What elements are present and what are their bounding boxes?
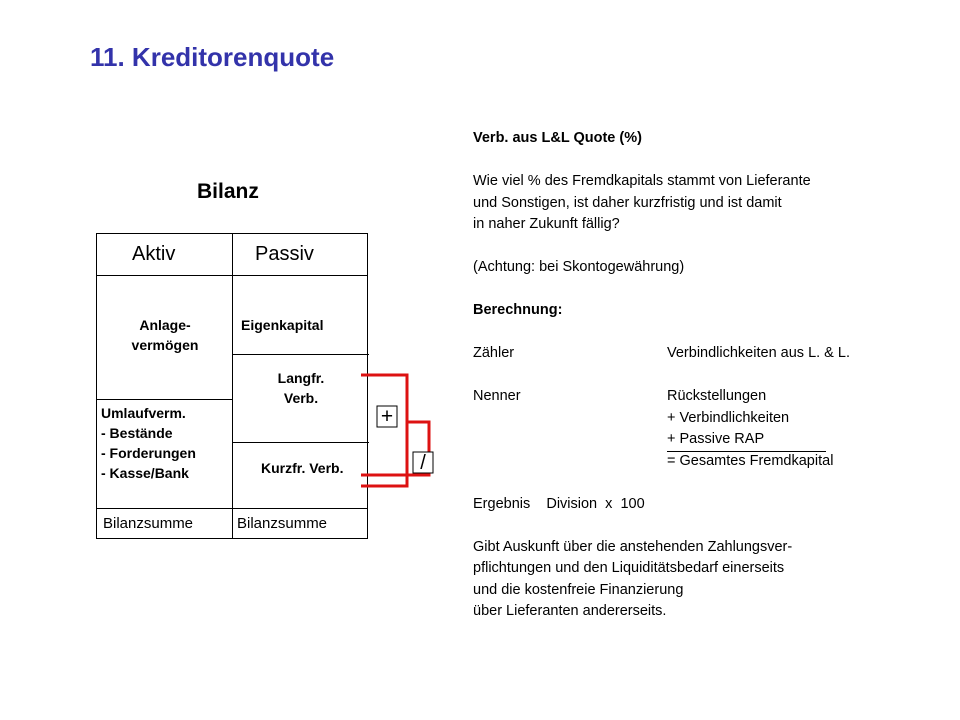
nenner-line-3: + Passive RAP [667,429,826,452]
umlauf-line-3: - Forderungen [101,445,196,461]
nenner-row [473,386,943,408]
umlauf-line-4: - Kasse/Bank [101,465,189,481]
nenner-line-1: Rückstellungen [667,388,767,404]
desc-line-2: und Sonstigen, ist daher kurzfristig und ist damit [473,194,782,211]
kreditorenquote-description [473,128,943,623]
nenner-line-2: + Verbindlichkeiten [667,409,790,426]
eigenkapital-label: Eigenkapital [241,317,324,333]
anlage-line-1: Anlage- [139,317,191,333]
langfr-line-2: Verb. [283,390,319,406]
auskunft-line-3: und die kostenfreie Finanzierung [473,581,684,598]
plus-symbol: + [380,405,394,428]
bilanzsumme-right: Bilanzsumme [237,515,328,532]
zaehler-value: Verbindlichkeiten aus L. & L. [667,345,850,361]
auskunft-line-1: Gibt Auskunft über die anstehenden Zahlungsver- [473,538,793,555]
aktiv-label: Aktiv [132,243,176,265]
passiv-label: Passiv [255,243,314,265]
auskunft-line-2: pflichtungen und den Liquiditätsbedarf einerseits [473,560,785,576]
bilanzsumme-left: Bilanzsumme [103,515,194,532]
page-title: 11. Kreditorenquote [90,42,335,72]
zaehler-row [473,343,943,365]
umlauf-line-2: - Bestände [101,425,173,441]
skonto-note: (Achtung: bei Skontogewährung) [473,259,685,275]
desc-line-3: in naher Zukunft fällig? [473,216,620,232]
divide-symbol: / [420,452,426,474]
langfr-connector [361,375,407,486]
ergebnis-row: Ergebnis Division x 100 [473,495,645,512]
kurzfr-verb-label: Kurzfr. Verb. [261,460,344,476]
nenner-line-4: = Gesamtes Fremdkapital [667,452,834,469]
auskunft-line-4: über Lieferanten andererseits. [473,603,667,619]
desc-line-1: Wie viel % des Fremdkapitals stammt von Lieferante [473,173,811,189]
info-heading: Verb. aus L&L Quote (%) [473,130,642,146]
nenner-label: Nenner [473,388,521,404]
langfr-line-1: Langfr. [277,370,325,386]
zaehler-label: Zähler [473,345,515,361]
bilanz-heading: Bilanz [197,180,259,203]
umlauf-line-1: Umlaufverm. [101,405,186,421]
berechnung-label: Berechnung: [473,302,563,318]
anlage-line-2: vermögen [131,337,199,353]
